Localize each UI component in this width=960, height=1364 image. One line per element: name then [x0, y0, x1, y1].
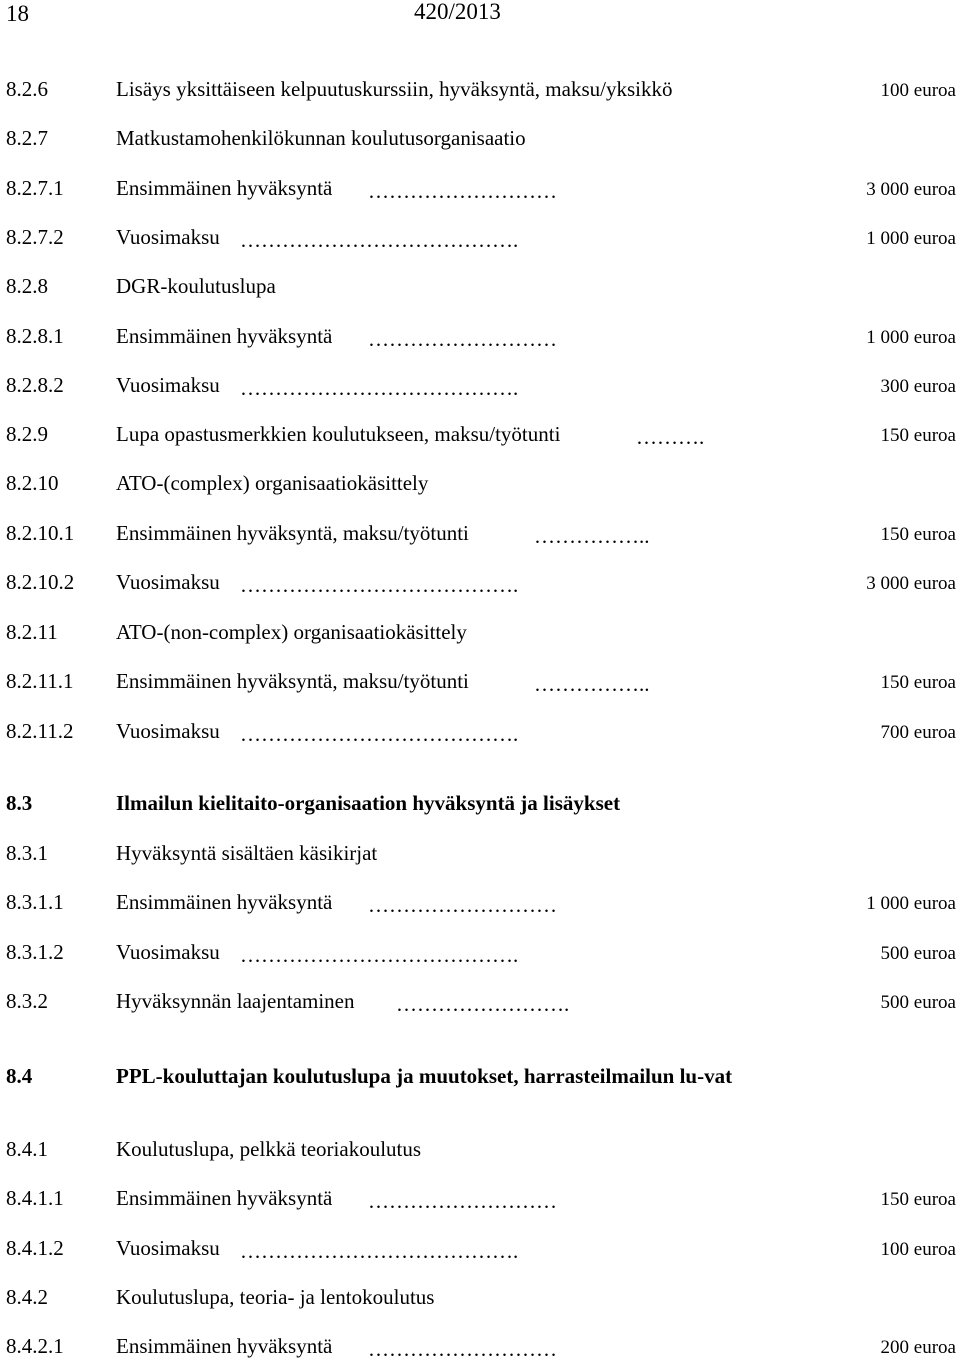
page-number: 18 [6, 1, 29, 26]
item-amount: 100 euroa [880, 1239, 956, 1260]
dot-leader: …………….. [534, 672, 650, 696]
item-number: 8.4.1.2 [6, 1236, 64, 1260]
item-number: 8.2.7.2 [6, 225, 64, 249]
item-label: Lisäys yksittäiseen kelpuutuskurssiin, hyväksyntä, maksu/yksikkö [116, 77, 673, 101]
fee-row-8-4-1-1 [0, 1183, 960, 1213]
item-label: Ensimmäinen hyväksyntä, maksu/työtunti [116, 521, 469, 545]
item-number: 8.2.7 [6, 126, 48, 150]
item-label: Matkustamohenkilökunnan koulutusorganisaatio [116, 126, 526, 150]
item-amount: 200 euroa [880, 1337, 956, 1358]
item-number: 8.3.1 [6, 841, 48, 865]
fee-row-8-2-11-2 [0, 716, 960, 746]
dot-leader: …………………………………. [240, 722, 519, 746]
item-amount: 150 euroa [880, 672, 956, 693]
item-label: ATO-(non-complex) organisaatiokäsittely [116, 620, 467, 644]
item-label: Koulutuslupa, teoria- ja lentokoulutus [116, 1285, 435, 1309]
item-number: 8.4.1.1 [6, 1186, 64, 1210]
item-number: 8.4.2 [6, 1285, 48, 1309]
item-amount: 700 euroa [880, 722, 956, 743]
item-number: 8.2.11.2 [6, 719, 74, 743]
item-amount: 100 euroa [880, 80, 956, 101]
section-heading-8-4 [0, 1061, 960, 1117]
item-amount: 500 euroa [880, 943, 956, 964]
fee-row-8-2-7-2 [0, 222, 960, 252]
dot-leader: …………………………………. [240, 228, 519, 252]
item-label: Vuosimaksu [116, 373, 220, 397]
item-label: Hyväksyntä sisältäen käsikirjat [116, 841, 378, 865]
item-number: 8.3.1.1 [6, 890, 64, 914]
fee-row-8-2-8 [0, 271, 960, 301]
item-amount: 1 000 euroa [866, 228, 956, 249]
item-number: 8.2.11 [6, 620, 58, 644]
fee-row-8-4-2 [0, 1282, 960, 1312]
fee-row-8-2-10-1 [0, 518, 960, 548]
item-amount: 1 000 euroa [866, 327, 956, 348]
dot-leader: ………. [636, 425, 705, 449]
dot-leader: ……………………… [368, 1337, 557, 1361]
item-label: Vuosimaksu [116, 570, 220, 594]
dot-leader: ……………………… [368, 327, 557, 351]
item-number: 8.2.8.1 [6, 324, 64, 348]
item-amount: 300 euroa [880, 376, 956, 397]
fee-row-8-2-10-2 [0, 567, 960, 597]
dot-leader: …………….. [534, 524, 650, 548]
item-label: Vuosimaksu [116, 1236, 220, 1260]
item-number: 8.2.8 [6, 274, 48, 298]
item-label: Vuosimaksu [116, 719, 220, 743]
item-label: Vuosimaksu [116, 225, 220, 249]
document-number: 420/2013 [414, 0, 501, 24]
item-label: Ensimmäinen hyväksyntä [116, 176, 333, 200]
section-number: 8.4 [6, 1064, 33, 1088]
item-amount: 1 000 euroa [866, 893, 956, 914]
item-label: Ensimmäinen hyväksyntä [116, 890, 333, 914]
section-heading-8-3 [0, 788, 960, 818]
item-label: Lupa opastusmerkkien koulutukseen, maksu/työtunti [116, 422, 561, 446]
item-number: 8.4.1 [6, 1137, 48, 1161]
dot-leader: ……………………… [368, 893, 557, 917]
fee-row-8-3-1-1 [0, 887, 960, 917]
item-number: 8.2.7.1 [6, 176, 64, 200]
item-label: ATO-(complex) organisaatiokäsittely [116, 471, 429, 495]
item-number: 8.2.6 [6, 77, 48, 101]
fee-row-8-2-8-1 [0, 321, 960, 351]
item-number: 8.3.1.2 [6, 940, 64, 964]
section-title: PPL-kouluttajan koulutuslupa ja muutokset, harrasteilmailun lu-vat [116, 1064, 733, 1088]
fee-row-8-3-1-2 [0, 937, 960, 967]
section-title: Ilmailun kielitaito-organisaation hyväksyntä ja lisäykset [116, 791, 621, 815]
fee-row-8-2-10 [0, 468, 960, 498]
dot-leader: ……………………… [368, 1189, 557, 1213]
item-number: 8.2.10 [6, 471, 59, 495]
fee-row-8-4-1-2 [0, 1233, 960, 1263]
fee-row-8-2-6 [0, 74, 960, 104]
fee-row-8-2-11-1 [0, 666, 960, 696]
fee-row-8-3-1 [0, 838, 960, 868]
dot-leader: …………………………………. [240, 943, 519, 967]
item-label: Vuosimaksu [116, 940, 220, 964]
item-amount: 500 euroa [880, 992, 956, 1013]
item-number: 8.2.10.2 [6, 570, 75, 594]
item-number: 8.2.11.1 [6, 669, 74, 693]
item-number: 8.3.2 [6, 989, 48, 1013]
item-amount: 3 000 euroa [866, 573, 956, 594]
dot-leader: …………………………………. [240, 1239, 519, 1263]
item-amount: 150 euroa [880, 1189, 956, 1210]
item-amount: 3 000 euroa [866, 179, 956, 200]
fee-row-8-4-2-1 [0, 1331, 960, 1361]
item-amount: 150 euroa [880, 425, 956, 446]
item-label: DGR-koulutuslupa [116, 274, 276, 298]
fee-row-8-2-8-2 [0, 370, 960, 400]
item-number: 8.2.10.1 [6, 521, 75, 545]
item-label: Ensimmäinen hyväksyntä [116, 1186, 333, 1210]
item-label: Ensimmäinen hyväksyntä [116, 324, 333, 348]
fee-row-8-2-7-1 [0, 173, 960, 203]
item-label: Koulutuslupa, pelkkä teoriakoulutus [116, 1137, 422, 1161]
item-amount: 150 euroa [880, 524, 956, 545]
fee-row-8-2-11 [0, 617, 960, 647]
section-number: 8.3 [6, 791, 33, 815]
item-number: 8.2.8.2 [6, 373, 64, 397]
dot-leader: …………………………………. [240, 573, 519, 597]
fee-row-8-2-7 [0, 123, 960, 153]
dot-leader: ……………………. [396, 992, 570, 1016]
item-label: Hyväksynnän laajentaminen [116, 989, 355, 1013]
item-number: 8.4.2.1 [6, 1334, 64, 1358]
fee-row-8-4-1 [0, 1134, 960, 1164]
item-label: Ensimmäinen hyväksyntä [116, 1334, 333, 1358]
dot-leader: ……………………… [368, 179, 557, 203]
item-number: 8.2.9 [6, 422, 48, 446]
fee-row-8-2-9 [0, 419, 960, 449]
item-label: Ensimmäinen hyväksyntä, maksu/työtunti [116, 669, 469, 693]
dot-leader: …………………………………. [240, 376, 519, 400]
fee-row-8-3-2 [0, 986, 960, 1016]
